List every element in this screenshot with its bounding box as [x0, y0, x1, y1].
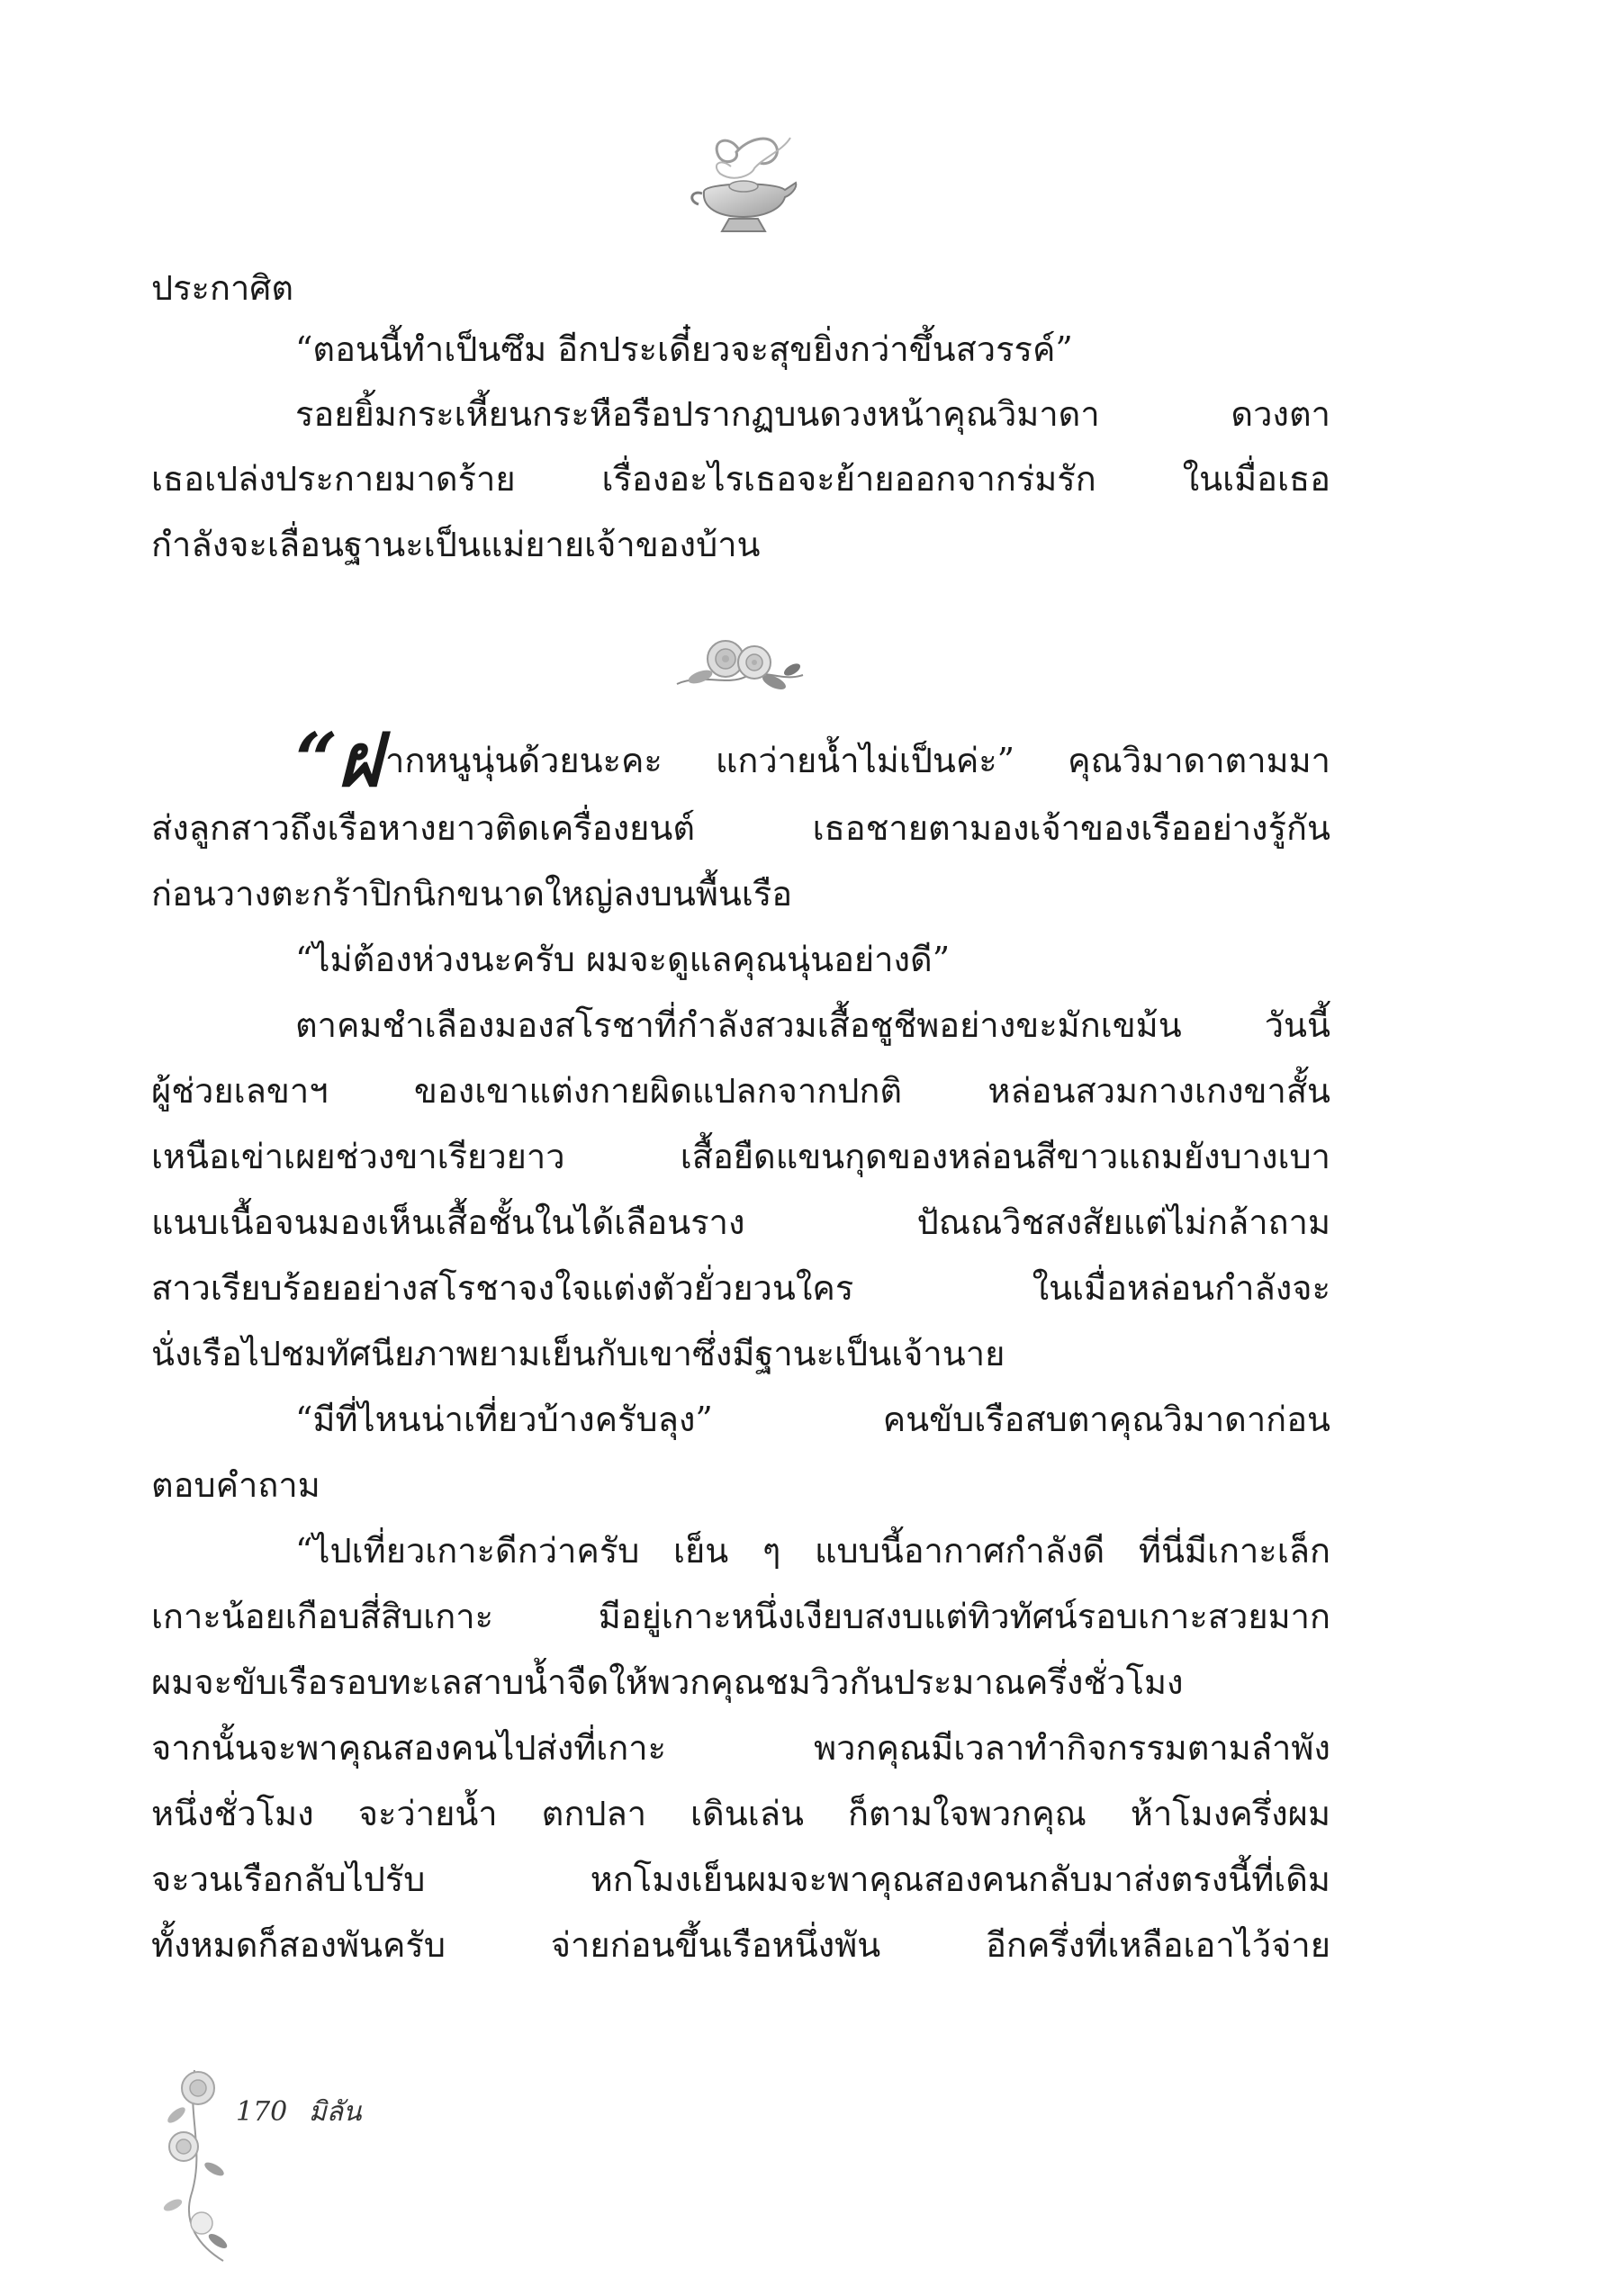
text-line: ผู้ช่วยเลขาฯ ของเขาแต่งกายผิดแปลกจากปกติ หล่อนสวมกางเกงขาสั้น [151, 1071, 1330, 1111]
text-line: นั่งเรือไปชมทัศนียภาพยามเย็นกับเขาซึ่งมีฐานะเป็นเจ้านาย [151, 1334, 1005, 1373]
text-line: เธอเปล่งประกายมาดร้าย เรื่องอะไรเธอจะย้ายออกจากร่มรัก ในเมื่อเธอ [151, 459, 1330, 499]
magic-lamp-ornament-icon [684, 131, 801, 243]
text-line: เกาะน้อยเกือบสี่สิบเกาะ มีอยู่เกาะหนึ่งเงียบสงบแต่ทิวทัศน์รอบเกาะสวยมาก [151, 1597, 1330, 1636]
text-line: “ไปเที่ยวเกาะดีกว่าครับ เย็น ๆ แบบนี้อากาศกำลังดี ที่นี่มีเกาะเล็ก [295, 1531, 1330, 1571]
text-line: “ตอนนี้ทำเป็นซึม อีกประเดี๋ยวจะสุขยิ่งกว่าขึ้นสวรรค์” [295, 329, 1073, 369]
text-line: ตาคมชำเลืองมองสโรชาที่กำลังสวมเสื้อชูชีพอย่างขะมักเขม้น วันนี้ [295, 1005, 1330, 1045]
text-line: ตอบคำถาม [151, 1465, 320, 1505]
page-footer [236, 2090, 361, 2135]
text-line: แนบเนื้อจนมองเห็นเสื้อชั้นในได้เลือนราง ปัณณวิชสงสัยแต่ไม่กล้าถาม [151, 1202, 1330, 1242]
text-line: ทั้งหมดก็สองพันครับ จ่ายก่อนขึ้นเรือหนึ่งพัน อีกครึ่งที่เหลือเอาไว้จ่าย [151, 1925, 1330, 1965]
page-number: 170 [236, 2096, 288, 2128]
text-line: ก่อนวางตะกร้าปิกนิกขนาดใหญ่ลงบนพื้นเรือ [151, 874, 793, 914]
drop-cap: “ฝ [295, 717, 382, 804]
text-line: กำลังจะเลื่อนฐานะเป็นแม่ยายเจ้าของบ้าน [151, 525, 761, 564]
text-line: ประกาศิต [151, 268, 294, 308]
text-line: ส่งลูกสาวถึงเรือหางยาวติดเครื่องยนต์ เธอชายตามองเจ้าของเรืออย่างรู้กัน [151, 808, 1330, 848]
text-line: สาวเรียบร้อยอย่างสโรชาจงใจแต่งตัวยั่วยวนใคร ในเมื่อหล่อนกำลังจะ [151, 1268, 1330, 1308]
flower-divider-icon [673, 630, 807, 704]
text-line: จากนั้นจะพาคุณสองคนไปส่งที่เกาะ พวกคุณมีเวลาทำกิจกรรมตามลำพัง [151, 1728, 1330, 1768]
text-line: “ไม่ต้องห่วงนะครับ ผมจะดูแลคุณนุ่นอย่างดี” [295, 940, 951, 979]
text-line: ากหนูนุ่นด้วยนะคะ แกว่ายน้ำไม่เป็นค่ะ” คุณวิมาดาตามมา [385, 741, 1330, 780]
author-name: มิลัน [308, 2096, 362, 2128]
text-line: รอยยิ้มกระเหี้ยนกระหือรือปรากฏบนดวงหน้าคุณวิมาดา ดวงตา [295, 394, 1330, 434]
text-line: หนึ่งชั่วโมง จะว่ายน้ำ ตกปลา เดินเล่น ก็ตามใจพวกคุณ ห้าโมงครึ่งผม [151, 1794, 1330, 1833]
text-line: จะวนเรือกลับไปรับ หกโมงเย็นผมจะพาคุณสองคนกลับมาส่งตรงนี้ที่เดิม [151, 1859, 1330, 1899]
corner-flower-icon [151, 2061, 241, 2268]
text-line: “มีที่ไหนน่าเที่ยวบ้างครับลุง” คนขับเรือสบตาคุณวิมาดาก่อน [295, 1400, 1330, 1439]
text-line: เหนือเข่าเผยช่วงขาเรียวยาว เสื้อยืดแขนกุดของหล่อนสีขาวแถมยังบางเบา [151, 1137, 1330, 1176]
text-line: ผมจะขับเรือรอบทะเลสาบน้ำจืดให้พวกคุณชมวิวกันประมาณครึ่งชั่วโมง [151, 1662, 1184, 1702]
